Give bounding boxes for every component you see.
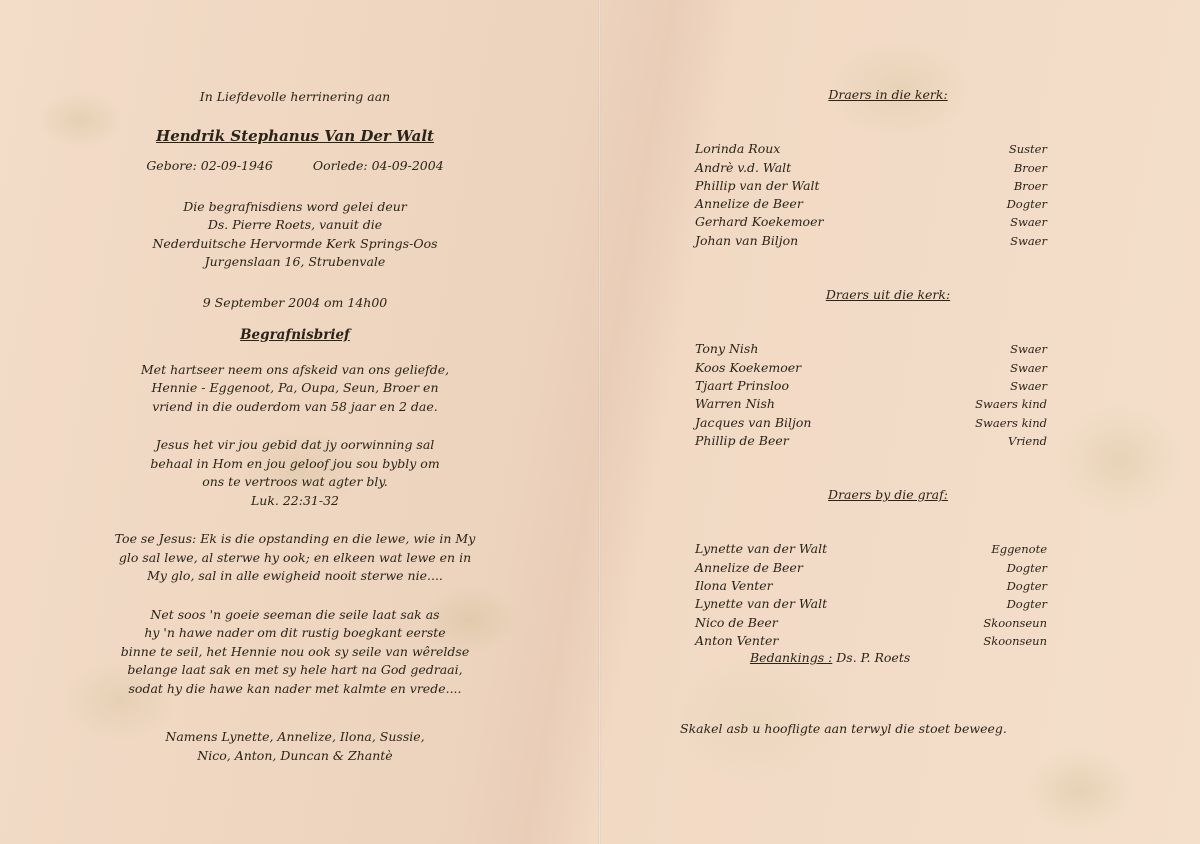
list-item <box>695 340 1047 358</box>
out-bearers-list <box>695 340 1047 450</box>
bearer-relation: Broer <box>1013 178 1047 193</box>
bearer-relation: Suster <box>1008 142 1047 157</box>
family-signoff <box>110 728 480 765</box>
bearer-relation: Skoonseun <box>983 615 1047 630</box>
list-item <box>695 395 1047 413</box>
died-date: Oorlede: 04-09-2004 <box>312 158 444 173</box>
bearer-name: Annelize de Beer <box>695 196 803 212</box>
born-date: Gebore: 02-09-1946 <box>146 158 273 173</box>
bearer-relation: Eggenote <box>991 542 1047 557</box>
text-line: Net soos 'n goeie seeman die seile laat sak as <box>150 606 440 622</box>
bearer-name: Koos Koekemoer <box>695 359 802 375</box>
list-item <box>695 614 1047 632</box>
letter-paragraph-2 <box>110 436 480 510</box>
section-title-grave-bearers: Draers by die graf: <box>828 487 948 503</box>
bearer-relation: Broer <box>1013 160 1047 175</box>
dates-line <box>110 157 480 176</box>
text-line: vriend in die ouderdom van 58 jaar en 2 dae. <box>152 398 438 414</box>
text-line: Nico, Anton, Duncan & Zhantè <box>197 747 393 763</box>
text-line: ons te vertroos wat agter bly. <box>202 474 388 489</box>
bearer-name: Phillip van der Walt <box>695 177 820 193</box>
church-bearers-list <box>695 140 1047 250</box>
list-item <box>695 359 1047 377</box>
bearer-relation: Skoonseun <box>983 633 1047 648</box>
list-item <box>695 195 1047 213</box>
bearer-relation: Dogter <box>1006 197 1047 212</box>
acknowledgements-name: Ds. P. Roets <box>832 650 911 665</box>
bearer-name: Gerhard Koekemoer <box>695 214 824 230</box>
text-line: Met hartseer neem ons afskeid van ons geliefde, <box>140 361 450 377</box>
text-line: belange laat sak en met sy hele hart na God gedraai, <box>127 662 463 677</box>
list-item <box>695 414 1047 432</box>
service-line: Jurgenslaan 16, Strubenvale <box>204 254 386 269</box>
procession-note: Skakel asb u hoofligte aan terwyl die stoet beweeg. <box>680 721 1007 736</box>
deceased-name: Hendrik Stephanus Van Der Walt <box>156 126 434 145</box>
bearer-name: Nico de Beer <box>695 614 778 630</box>
text-line: behaal in Hom en jou geloof jou sou bybly om <box>150 455 440 471</box>
bearer-name: Lynette van der Walt <box>695 596 828 612</box>
service-details <box>110 198 480 272</box>
acknowledgements <box>750 650 910 665</box>
bearer-relation: Swaers kind <box>975 415 1047 430</box>
letter-title: Begrafnisbrief <box>240 327 350 343</box>
bearer-name: Warren Nish <box>695 396 775 412</box>
letter-paragraph-1 <box>110 361 480 417</box>
text-line: glo sal lewe, al sterwe hy ook; en elkeen wat lewe en in <box>118 549 472 565</box>
acknowledgements-label: Bedankings : <box>750 650 833 665</box>
service-line: Nederduitsche Hervormde Kerk Springs-Oos <box>152 235 438 251</box>
bearer-relation: Swaers kind <box>975 397 1047 412</box>
intro-line: In Liefdevolle herrinering aan <box>199 89 391 104</box>
bearer-relation: Dogter <box>1006 560 1047 575</box>
left-page <box>110 88 480 765</box>
service-line: Ds. Pierre Roets, vanuit die <box>207 217 383 232</box>
bearer-name: Tony Nish <box>695 341 759 357</box>
right-page <box>695 86 1047 686</box>
list-item <box>695 177 1047 195</box>
list-item <box>695 559 1047 577</box>
scripture-reference: Luk. 22:31-32 <box>250 492 340 508</box>
bearer-name: Jacques van Biljon <box>695 414 812 430</box>
list-item <box>695 213 1047 231</box>
bearer-relation: Swaer <box>1010 360 1047 375</box>
text-line: binne te seil, het Hennie nou ook sy seile van wêreldse <box>120 643 470 659</box>
service-date-time: 9 September 2004 om 14h00 <box>202 294 388 310</box>
text-line: sodat hy die hawe kan nader met kalmte en vrede.... <box>128 680 462 696</box>
list-item <box>695 232 1047 250</box>
list-item <box>695 632 1047 650</box>
text-line: Jesus het vir jou gebid dat jy oorwinning sal <box>155 437 435 452</box>
bearer-name: Annelize de Beer <box>695 559 803 575</box>
bearer-relation: Swaer <box>1010 378 1047 393</box>
page-fold <box>598 0 601 844</box>
list-item <box>695 432 1047 450</box>
text-line: Toe se Jesus: Ek is die opstanding en die lewe, wie in My <box>114 531 476 546</box>
list-item <box>695 595 1047 613</box>
bearer-relation: Swaer <box>1010 233 1047 248</box>
service-line: Die begrafnisdiens word gelei deur <box>183 198 407 214</box>
list-item <box>695 577 1047 595</box>
bearer-relation: Vriend <box>1007 433 1047 448</box>
bearer-name: Lynette van der Walt <box>695 541 828 557</box>
list-item <box>695 159 1047 177</box>
bearer-name: Ilona Venter <box>695 578 773 594</box>
bearer-name: Johan van Biljon <box>695 232 799 248</box>
section-title-out-bearers: Draers uit die kerk: <box>825 287 951 303</box>
bearer-name: Phillip de Beer <box>695 432 789 448</box>
bearer-relation: Dogter <box>1006 579 1047 594</box>
list-item <box>695 540 1047 558</box>
bearer-name: Andrè v.d. Walt <box>695 159 792 175</box>
bearer-name: Anton Venter <box>695 632 779 648</box>
text-line: Namens Lynette, Annelize, Ilona, Sussie, <box>165 729 425 744</box>
bearer-relation: Dogter <box>1006 597 1047 612</box>
bearer-name: Lorinda Roux <box>695 141 781 157</box>
letter-paragraph-3 <box>80 530 510 586</box>
bearer-relation: Swaer <box>1010 215 1047 230</box>
list-item <box>695 140 1047 158</box>
text-line: Hennie - Eggenoot, Pa, Oupa, Seun, Broer en <box>151 380 439 395</box>
text-line: My glo, sal in alle ewigheid nooit sterwe nie.... <box>147 568 443 583</box>
bearer-relation: Swaer <box>1010 342 1047 357</box>
list-item <box>695 377 1047 395</box>
text-line: hy 'n hawe nader om dit rustig boegkant eerste <box>144 625 446 640</box>
section-title-church-bearers: Draers in die kerk: <box>828 87 948 102</box>
letter-paragraph-4 <box>110 606 480 699</box>
bearer-name: Tjaart Prinsloo <box>695 377 789 393</box>
grave-bearers-list <box>695 540 1047 650</box>
